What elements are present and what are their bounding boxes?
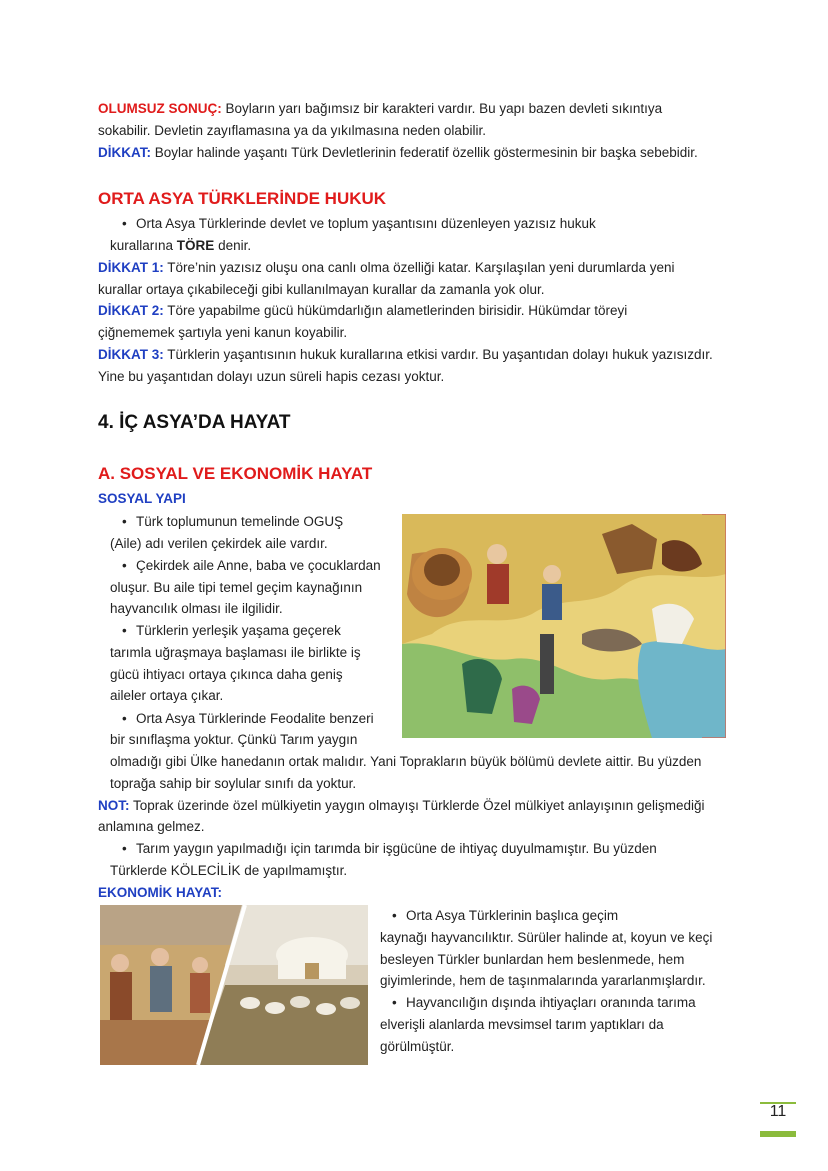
sosyal-ekonomik-heading: A. SOSYAL VE EKONOMİK HAYAT xyxy=(98,464,373,483)
olumsuz-label: OLUMSUZ SONUÇ: xyxy=(98,101,222,116)
page-number-bottom-bar xyxy=(760,1131,796,1137)
sosyal-bullet-3: • Türklerin yerleşik yaşama geçerek xyxy=(122,623,341,638)
central-asia-map-painting xyxy=(402,514,726,738)
sosyal-bullet-2: • Çekirdek aile Anne, baba ve çocuklardan xyxy=(122,558,381,573)
ekonomik-bullet-2: • Hayvancılığın dışında ihtiyaçları oranında tarıma xyxy=(392,995,696,1010)
ekonomik-bullet-2-cont-2: görülmüştür. xyxy=(380,1039,455,1054)
olumsuz-line-2: sokabilir. Devletin zayıflamasına ya da yıkılmasına neden olabilir. xyxy=(98,123,486,138)
not-line-1: NOT: Toprak üzerinde özel mülkiyetin yaygın olmayışı Türklerde Özel mülkiyet anlayışının gelişmediği xyxy=(98,798,705,813)
page-number: 11 xyxy=(769,1103,787,1120)
dikkat-label: DİKKAT: xyxy=(98,145,151,160)
dikkat1-line-2: kurallar ortaya çıkabileceği gibi kullanılmayan kurallar da zamanla yok olur. xyxy=(98,282,545,297)
sosyal-bullet-3-cont-3: aileler ortaya çıkar. xyxy=(110,688,224,703)
not-label: NOT: xyxy=(98,798,130,813)
sosyal-bullet-4-cont-2: olmadığı gibi Ülke hanedanın ortak malıdır. Yani Toprakların büyük bölümü devlete aittir. Bu yüzden xyxy=(110,754,702,769)
sosyal-bullet-4-cont-1: bir sınıflaşma yoktur. Çünkü Tarım yaygın xyxy=(110,732,358,747)
sosyal-bullet-4-cont-3: toprağa sahip bir soylular sınıfı da yoktur. xyxy=(110,776,357,791)
sosyal-bullet-3-cont-1: tarımla uğraşmaya başlaması ile birlikte iş xyxy=(110,645,361,660)
tore-term: TÖRE xyxy=(176,238,215,253)
dikkat3-line-2: Yine bu yaşantıdan dolayı uzun süreli hapis cezası yoktur. xyxy=(98,369,445,384)
hukuk-bullet-1: • Orta Asya Türklerinde devlet ve toplum yaşantısını düzenleyen yazısız hukuk xyxy=(122,216,596,231)
sosyal-bullet-1-cont: (Aile) adı verilen çekirdek aile vardır. xyxy=(110,536,328,551)
sosyal-bullet-2-cont-1: oluşur. Bu aile tipi temel geçim kaynağının xyxy=(110,580,363,595)
sosyal-bullet-5-cont: Türklerde KÖLECİLİK de yapılmamıştır. xyxy=(110,863,348,878)
sosyal-bullet-1: • Türk toplumunun temelinde OGUŞ xyxy=(122,514,344,529)
hukuk-bullet-1-cont: kurallarına TÖRE denir. xyxy=(110,238,252,253)
sosyal-bullet-2-cont-2: hayvancılık olması ile ilgilidir. xyxy=(110,601,283,616)
ekonomik-hayat-heading: EKONOMİK HAYAT: xyxy=(98,885,223,900)
nomadic-life-photo-collage xyxy=(100,905,368,1065)
dikkat-line: DİKKAT: Boylar halinde yaşantı Türk Devletlerinin federatif özellik göstermesinin bir başka sebebidir. xyxy=(98,145,698,160)
sosyal-bullet-3-cont-2: gücü ihtiyacı ortaya çıkınca daha geniş xyxy=(110,667,343,682)
hukuk-heading: ORTA ASYA TÜRKLERİNDE HUKUK xyxy=(98,189,387,208)
sosyal-bullet-4: • Orta Asya Türklerinde Feodalite benzeri xyxy=(122,711,374,726)
dikkat1-line-1: DİKKAT 1: Töre’nin yazısız oluşu ona canlı olma özelliği katar. Karşılaşılan yeni durumlarda yeni xyxy=(98,260,675,275)
section-4-heading: 4. İÇ ASYA’DA HAYAT xyxy=(98,412,291,433)
ekonomik-bullet-1-cont-2: besleyen Türkler bunlardan hem beslenmede, hem xyxy=(380,952,685,967)
sosyal-bullet-5: • Tarım yaygın yapılmadığı için tarımda bir işgücüne de ihtiyaç duyulmamıştır. Bu yüzden xyxy=(122,841,657,856)
dikkat2-line-2: çiğnememek şartıyla yeni kanun koyabilir. xyxy=(98,325,348,340)
dikkat2-line-1: DİKKAT 2: Töre yapabilme gücü hükümdarlığın alametlerinden birisidir. Hükümdar töreyi xyxy=(98,303,628,318)
ekonomik-bullet-1-cont-1: kaynağı hayvancılıktır. Sürüler halinde at, koyun ve keçi xyxy=(380,930,713,945)
sosyal-yapi-heading: SOSYAL YAPI xyxy=(98,491,186,506)
ekonomik-bullet-1: • Orta Asya Türklerinin başlıca geçim xyxy=(392,908,619,923)
olumsuz-line-1: OLUMSUZ SONUÇ: Boyların yarı bağımsız bir karakteri vardır. Bu yapı bazen devleti sıkıntıya xyxy=(98,101,663,116)
ekonomik-bullet-1-cont-3: giyimlerinde, hem de taşınmalarında yararlanmışlardır. xyxy=(380,973,706,988)
ekonomik-bullet-2-cont-1: elverişli alanlarda mevsimsel tarım yaptıkları da xyxy=(380,1017,664,1032)
not-line-2: anlamına gelmez. xyxy=(98,819,205,834)
dikkat3-line-1: DİKKAT 3: Türklerin yaşantısının hukuk kurallarına etkisi vardır. Bu yaşantıdan dolayı hukuk yazısızdır. xyxy=(98,347,713,362)
